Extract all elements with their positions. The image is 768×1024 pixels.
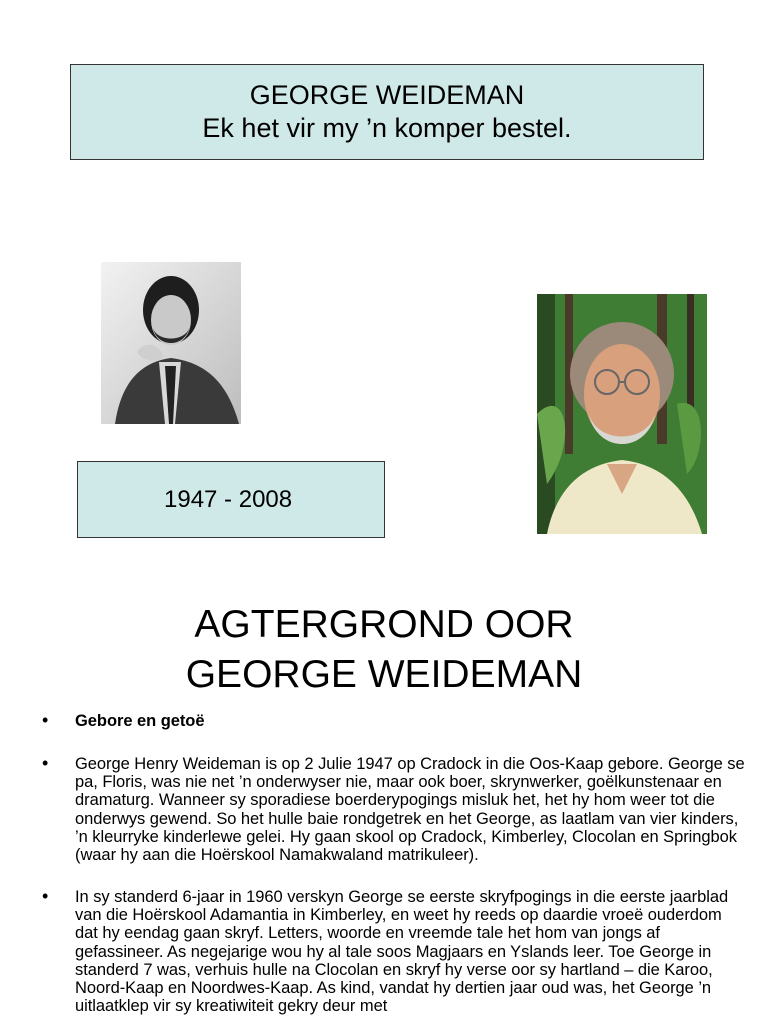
title-line-2: Ek het vir my ’n komper bestel. xyxy=(202,113,572,143)
bullet-icon: • xyxy=(42,753,49,773)
life-dates: 1947 - 2008 xyxy=(164,486,293,513)
section-heading-line-2: GEORGE WEIDEMAN xyxy=(185,653,583,696)
bullet-icon: • xyxy=(42,710,49,730)
section-heading-line-1: AGTERGROND OOR xyxy=(194,603,574,646)
list-item: Gebore en getoë xyxy=(75,712,205,730)
portrait-photo-young xyxy=(101,262,241,424)
list-item: George Henry Weideman is op 2 Julie 1947 op Cradock in die Oos-Kaap gebore. George se pa, Floris, was nie net ’n onderwyser nie, maar ook boer, skrynwerker, goëlkunstenaar en dramaturg. Wanneer sy sporadiese boerderypogings misluk het, het hy hom weer tot die onderwys gewend. So het hulle baie rondgetrek en het George, as laatlam van vier kinders, ’n kleurryke kinderlewe gelei. Hy gaan skool op Cradock, Kimberley, Clocolan en Springbok (waar hy aan die Hoërskool Namakwaland matrikuleer). xyxy=(75,755,745,865)
title-box xyxy=(70,64,704,160)
date-box xyxy=(77,461,385,538)
section-heading xyxy=(0,600,768,700)
list-item: In sy standerd 6-jaar in 1960 verskyn George se eerste skryfpogings in die eerste jaarblad van die Hoërskool Adamantia in Kimberley, en weet hy reeds op daardie vroeë ouderdom dat hy eendag gaan skryf. Letters, woorde en vreemde tale het hom van jongs af gefassineer. As negejarige wou hy al tale soos Magjaars en Yslands leer. Toe George in standerd 7 was, verhuis hulle na Clocolan en skryf hy verse oor sy hartland – die Karoo, Noord-Kaap en Noordwes-Kaap. As kind, vandat hy dertien jaar oud was, het George ’n uitlaatklep vir sy kreatiwiteit gekry deur met xyxy=(75,888,729,1016)
bullet-icon: • xyxy=(42,886,49,906)
title-line-1: GEORGE WEIDEMAN xyxy=(249,80,525,110)
portrait-older-image xyxy=(537,294,707,534)
portrait-photo-older xyxy=(537,294,707,534)
portrait-young-image xyxy=(101,262,241,424)
